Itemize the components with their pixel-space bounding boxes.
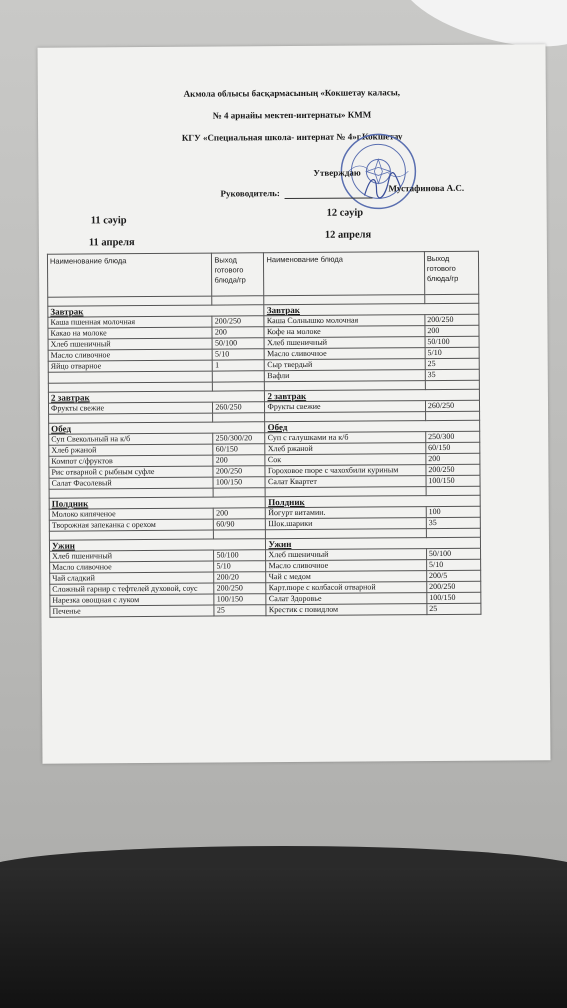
section-title-left: Ужин (49, 539, 266, 552)
yield-right: 100/150 (426, 475, 480, 486)
yield-left: 200 (212, 327, 264, 338)
blank-cell (425, 411, 479, 420)
yield-right: 100/150 (427, 592, 481, 603)
dish-left: Печенье (50, 605, 214, 617)
header-line-2: № 4 арнайы мектеп-интернаты» КММ (212, 109, 372, 121)
director-name: Мустафинова А.С. (388, 182, 465, 194)
dish-left: Масло сливочное (50, 561, 214, 573)
blank-cell (425, 294, 479, 303)
dish-left: Какао на молоке (48, 327, 212, 339)
yield-right: 200/5 (427, 570, 481, 581)
dish-right: Гороховое пюре с чахохбили куриным (265, 465, 425, 477)
director-label: Руководитель: (220, 188, 280, 199)
dish-left: Сложный гарнир с тефтелей духовой, соус (50, 583, 214, 595)
dish-right: Салат Квартет (265, 476, 425, 488)
dish-right: Фрукты свежие (265, 401, 425, 413)
yield-left (213, 371, 265, 382)
dish-right: Шок.шарики (266, 518, 426, 530)
yield-left: 200/250 (214, 583, 266, 594)
dish-left: Рис отварной с рыбным суфле (49, 466, 213, 478)
blank-cell (425, 380, 479, 389)
yield-right: 25 (427, 603, 481, 614)
yield-right: 200/250 (426, 464, 480, 475)
dish-left: Чай сладкий (50, 572, 214, 584)
yield-right: 260/250 (425, 400, 479, 411)
dish-left: Компот с/фруктов (49, 455, 213, 467)
dish-left: Суп Свекольный на к/б (49, 433, 213, 445)
section-title-right: 2 завтрак (265, 389, 480, 401)
blank-cell (213, 382, 265, 391)
header-line-3: КГУ «Специальная школа- интернат № 4»г.Кокшетау (181, 131, 403, 143)
yield-left: 200/20 (214, 572, 266, 583)
col-dish-right: Наименование блюда (264, 252, 425, 296)
col-yield-right: Выход готового блюда/гр (424, 251, 478, 294)
blank-cell (426, 486, 480, 495)
yield-right: 200 (426, 453, 480, 464)
yield-left: 5/10 (214, 561, 266, 572)
yield-right: 50/100 (426, 548, 480, 559)
menu-document (38, 44, 551, 764)
dish-left: Хлеб ржаной (49, 444, 213, 456)
yield-left: 250/300/20 (213, 433, 265, 444)
dish-right: Карт.пюре с колбасой отварной (266, 582, 426, 594)
dish-right: Вафли (265, 370, 425, 382)
dish-left: Масло сливочное (48, 349, 212, 361)
menu-table (47, 251, 482, 618)
yield-left: 260/250 (213, 402, 265, 413)
yield-left: 200/250 (212, 316, 264, 327)
dish-left: Яйцо отварное (48, 360, 212, 372)
dish-left: Хлеб пшеничный (50, 550, 214, 562)
yield-left: 100/150 (214, 594, 266, 605)
blank-cell (214, 530, 266, 539)
date-left-ru: 11 апреля (88, 237, 135, 249)
dish-right: Хлеб пшеничный (266, 549, 426, 561)
section-title-left: Полдник (49, 497, 266, 510)
dish-left: Нарезка овощная с луком (50, 594, 214, 606)
yield-left: 200 (214, 508, 266, 519)
section-title-right: Завтрак (264, 303, 479, 315)
approved-label: Утверждаю (313, 167, 361, 178)
dish-right: Масло сливочное (266, 560, 426, 572)
dish-right: Чай с медом (266, 571, 426, 583)
section-title-left: 2 завтрак (48, 391, 265, 404)
col-dish-left: Наименование блюда (47, 253, 212, 297)
dish-right: Крестик с повидлом (266, 604, 426, 616)
blank-cell (213, 413, 265, 422)
yield-right: 35 (425, 369, 479, 380)
blank-cell (213, 488, 265, 497)
yield-right: 50/100 (425, 336, 479, 347)
yield-left: 60/150 (213, 444, 265, 455)
dish-right: Сок (265, 454, 425, 466)
dish-right: Суп с галушками на к/б (265, 432, 425, 444)
blank-cell (212, 296, 264, 305)
col-yield-left: Выход готового блюда/гр (212, 253, 264, 296)
yield-right: 5/10 (426, 559, 480, 570)
section-title-right: Полдник (266, 495, 481, 507)
dish-right: Салат Здоровье (266, 593, 426, 605)
dish-right: Масло сливочное (265, 348, 425, 360)
yield-right: 250/300 (426, 431, 480, 442)
dish-left: Фрукты свежие (48, 402, 212, 414)
header-line-1: Акмола облысы басқармасының «Кокшетау каласы, (183, 87, 401, 99)
dish-right: Йогурт витамин. (266, 507, 426, 519)
yield-left: 1 (213, 360, 265, 371)
yield-left: 25 (214, 605, 266, 616)
section-title-right: Обед (265, 420, 480, 432)
table-row (50, 603, 481, 617)
dish-right: Кофе на молоке (264, 326, 424, 338)
yield-right: 200/250 (427, 581, 481, 592)
dish-left: Творожная запеканка с орехом (49, 519, 213, 531)
dark-surface (0, 868, 567, 1008)
dish-right: Сыр твердый (265, 359, 425, 371)
yield-left: 60/90 (214, 519, 266, 530)
section-title-right: Ужин (266, 537, 481, 549)
dish-right: Хлеб пшеничный (265, 337, 425, 349)
yield-left: 50/100 (212, 338, 264, 349)
yield-right: 200/250 (425, 314, 479, 325)
section-title-left: Обед (49, 422, 266, 435)
date-left-kz: 11 сәуір (90, 215, 127, 227)
yield-right: 25 (425, 358, 479, 369)
yield-left: 50/100 (214, 550, 266, 561)
dish-left: Хлеб пшеничный (48, 338, 212, 350)
dish-left: Салат Фасолевый (49, 477, 213, 489)
yield-right: 100 (426, 506, 480, 517)
yield-right: 5/10 (425, 347, 479, 358)
dish-right: Каша Солнышко молочная (264, 315, 424, 327)
yield-left: 100/150 (213, 477, 265, 488)
yield-right: 35 (426, 517, 480, 528)
yield-left: 200 (213, 455, 265, 466)
blank-cell (426, 528, 480, 537)
date-right-ru: 12 апреля (324, 229, 372, 241)
section-title-left: Завтрак (48, 305, 265, 318)
date-right-kz: 12 сәуір (326, 207, 364, 219)
yield-right: 60/150 (426, 442, 480, 453)
yield-left: 5/10 (212, 349, 264, 360)
yield-left: 200/250 (213, 466, 265, 477)
table-header-row (47, 251, 478, 297)
yield-right: 200 (425, 325, 479, 336)
dish-left: Каша пшенная молочная (48, 316, 212, 328)
dish-right: Хлеб ржаной (265, 443, 425, 455)
dish-left: Молоко кипяченое (49, 508, 213, 520)
